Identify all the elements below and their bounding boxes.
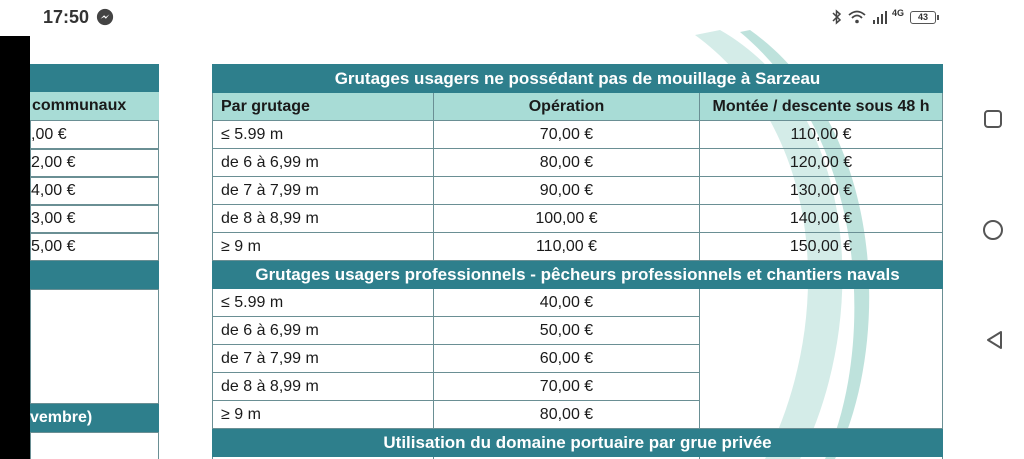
back-button[interactable] (985, 330, 1003, 350)
table-row (213, 233, 943, 261)
size-cell: de 8 à 8,99 m (213, 205, 434, 233)
operation-cell: 80,00 € (434, 149, 700, 177)
section1-title: Grutages usagers ne possédant pas de mouillage à Sarzeau (213, 65, 943, 93)
left-table-row: 3,00 € (30, 205, 159, 233)
operation-cell: 110,00 € (434, 233, 700, 261)
size-cell: ≤ 5.99 m (213, 289, 434, 317)
montee-cell: 150,00 € (700, 233, 943, 261)
clock: 17:50 (43, 7, 90, 27)
left-table-row: 4,00 € (30, 177, 159, 205)
size-cell: ≤ 5.99 m (213, 121, 434, 149)
header-par-grutage: Par grutage (213, 93, 434, 121)
recent-apps-button[interactable] (984, 110, 1002, 128)
operation-cell: 90,00 € (434, 177, 700, 205)
operation-cell: 100,00 € (434, 205, 700, 233)
operation-cell: 60,00 € (434, 345, 700, 373)
network-type: 4G (892, 8, 905, 18)
size-cell: de 6 à 6,99 m (213, 149, 434, 177)
section2-title-row (213, 261, 943, 289)
header-operation: Opération (434, 93, 700, 121)
left-table-row: 2,00 € (30, 149, 159, 177)
section3-title: Utilisation du domaine portuaire par grue privée (213, 429, 943, 457)
montee-cell: 110,00 € (700, 121, 943, 149)
empty-cell (700, 289, 943, 429)
table-row (213, 205, 943, 233)
header-montee-descente: Montée / descente sous 48 h (700, 93, 943, 121)
table-row (213, 289, 943, 317)
section1-title-row (213, 65, 943, 93)
left-table-title (30, 64, 159, 92)
left-table-row: ,00 € (30, 120, 159, 149)
montee-cell: 130,00 € (700, 177, 943, 205)
left-table-blank-cell (30, 289, 159, 404)
size-cell: de 7 à 7,99 m (213, 345, 434, 373)
operation-cell: 70,00 € (434, 373, 700, 401)
operation-cell: 80,00 € (434, 401, 700, 429)
table-row (213, 177, 943, 205)
home-button[interactable] (983, 220, 1003, 240)
montee-cell: 140,00 € (700, 205, 943, 233)
left-table-header: communaux (30, 92, 159, 120)
size-cell: de 8 à 8,99 m (213, 373, 434, 401)
section3-title-row (213, 429, 943, 457)
table-row (213, 149, 943, 177)
messenger-icon (96, 8, 114, 26)
left-table-section-bar (30, 261, 159, 289)
montee-cell: 120,00 € (700, 149, 943, 177)
left-table-row: 5,00 € (30, 233, 159, 261)
operation-cell: 40,00 € (434, 289, 700, 317)
left-table-blank-cell (30, 432, 159, 459)
operation-cell: 70,00 € (434, 121, 700, 149)
tarifs-grutage-table (212, 64, 943, 459)
size-cell: de 7 à 7,99 m (213, 177, 434, 205)
table-row (213, 121, 943, 149)
header-row (213, 93, 943, 121)
size-cell: ≥ 9 m (213, 233, 434, 261)
screen-edge (0, 36, 30, 459)
size-cell: ≥ 9 m (213, 401, 434, 429)
battery-icon: 43 (910, 11, 936, 24)
left-table-footer-label: vembre) (30, 404, 159, 432)
operation-cell: 50,00 € (434, 317, 700, 345)
section2-title: Grutages usagers professionnels - pêcheurs professionnels et chantiers navals (213, 261, 943, 289)
size-cell: de 6 à 6,99 m (213, 317, 434, 345)
